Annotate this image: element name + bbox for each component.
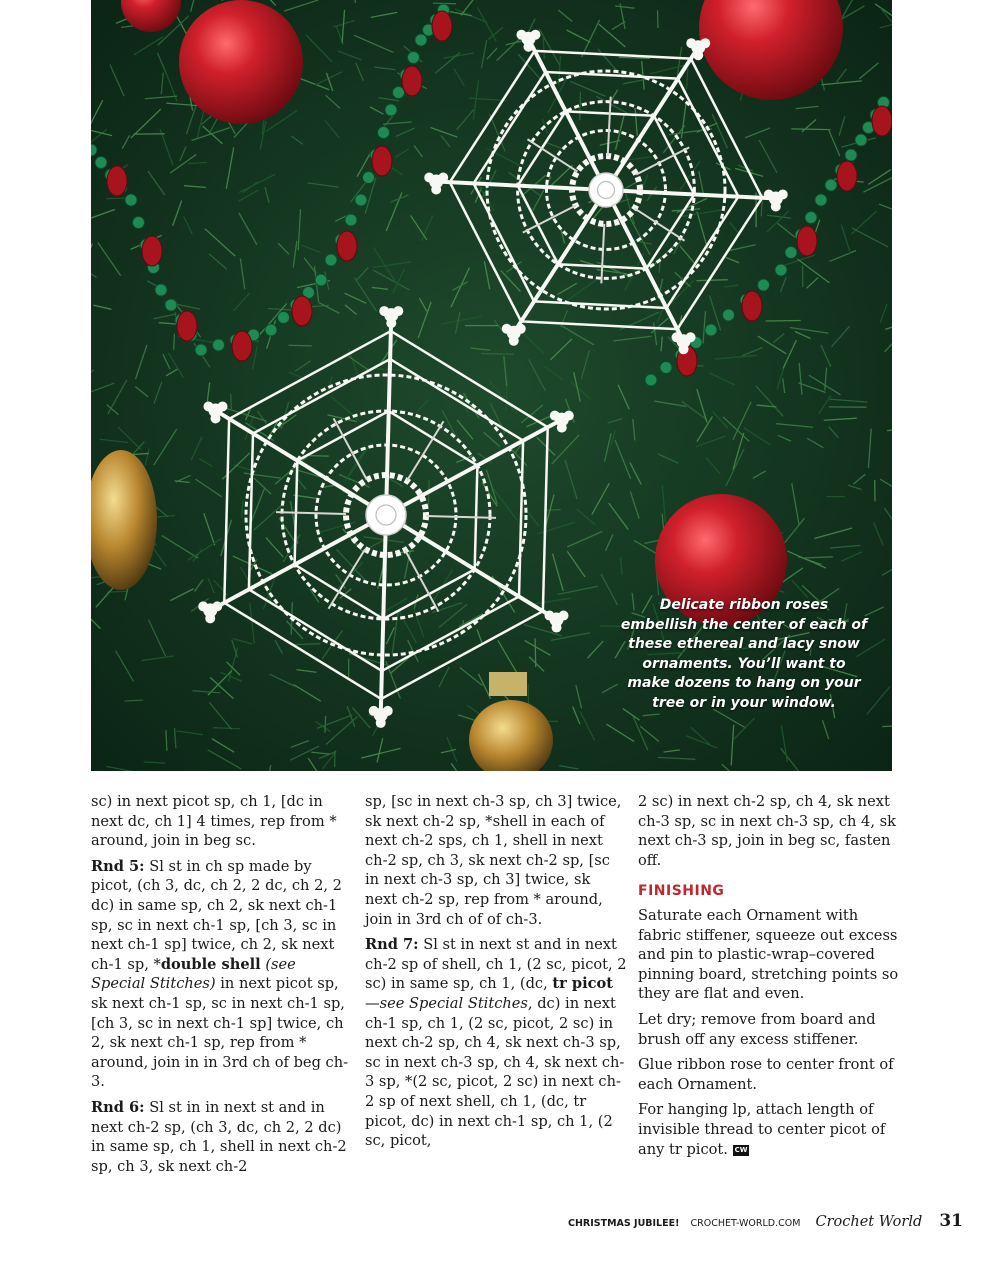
- paragraph: Saturate each Ornament with fabric stiffener, squeeze out excess and pin to plastic-wrap–covered pinning board, stretching points so they are flat and even.: [638, 906, 899, 1003]
- page-footer: [568, 1211, 963, 1231]
- ornament-cap: [489, 672, 527, 696]
- rnd-5-instructions: Rnd 5: Sl st in ch sp made by picot, (ch 3, dc, ch 2, 2 dc, ch 2, 2 dc) in same sp, ch 2, sk next ch-1 sp, sc in next ch-1 sp, [ch 3, sc in next ch-1 sp] twice, ch 2, sk next ch-1 sp, *double shell (see Special Stitches) in next picot sp, sk next ch-1 sp, sc in next ch-1 sp, [ch 3, sc in next ch-1 sp] twice, ch 2, sk next ch-1 sp, rep from * around, join in in 3rd ch of beg ch-3.: [91, 857, 349, 1091]
- paragraph: For hanging lp, attach length of invisible thread to center picot of any tr picot. CW: [638, 1101, 886, 1158]
- rnd-label: Rnd 6:: [91, 1098, 145, 1116]
- text-column-3: [638, 792, 900, 1165]
- magazine-title: Crochet World: [815, 1214, 923, 1230]
- section-name: CHRISTMAS JUBILEE!: [567, 1218, 680, 1229]
- paragraph: sc) in next picot sp, ch 1, [dc in next dc, ch 1] 4 times, rep from * around, join in beg sc.: [91, 793, 337, 850]
- paragraph: Glue ribbon rose to center front of each Ornament.: [638, 1056, 894, 1093]
- photo-caption: Delicate ribbon roses embellish the center of each of these ethereal and lacy snow ornaments. You’ll want to make dozens to hang on your tree or in your window.: [620, 597, 868, 711]
- rnd-label: Rnd 5:: [91, 857, 145, 875]
- paragraph: Let dry; remove from board and brush off any excess stiffener.: [638, 1010, 876, 1048]
- text-column-1: [91, 792, 353, 1182]
- text-column-2: [365, 792, 627, 1157]
- red-ornament-1: [179, 0, 303, 124]
- page-number: 31: [939, 1211, 963, 1231]
- rnd-label: Rnd 7:: [365, 936, 419, 954]
- section-heading: FINISHING: [638, 883, 725, 900]
- stitch-name: tr picot: [552, 975, 613, 993]
- paragraph: sp, [sc in next ch-3 sp, ch 3] twice, sk next ch-2 sp, *shell in each of next ch-2 sps, ch 1, shell in next ch-2 sp, ch 3, sk next ch-2 sp, [sc in next ch-3 sp, ch 3] twice, sk next ch-2 sp, rep from * around, join in 3rd ch of of ch-3.: [365, 793, 622, 928]
- paragraph: 2 sc) in next ch-2 sp, ch 4, sk next ch-3 sp, sc in next ch-3 sp, ch 4, sk next ch-3 sp, join in beg sc, fasten off.: [638, 793, 896, 869]
- end-mark-icon: CW: [734, 1145, 748, 1154]
- website-link[interactable]: CROCHET-WORLD.COM: [690, 1218, 801, 1229]
- rnd-7-instructions: Rnd 7: Sl st in next st and in next ch-2 sp of shell, ch 1, (2 sc, picot, 2 sc) in same sp, ch 1, (dc, tr picot—see Special Stitches, dc) in next ch-1 sp, ch 1, (2 sc, picot, 2 sc) in next ch-2 sp, ch 4, sk next ch-3 sp, sc in next ch-3 sp, ch 4, sk next ch-3 sp, *(2 sc, picot, 2 sc) in next ch-2 sp of next shell, ch 1, (dc, tr picot, dc) in next ch-1 sp, ch 1, (2 sc, picot,: [365, 936, 627, 1150]
- stitch-name: double shell: [160, 955, 261, 973]
- rnd-6-instructions: Rnd 6: Sl st in in next st and in next ch-2 sp, (ch 3, dc, ch 2, 2 dc) in same sp, ch 1, shell in next ch-2 sp, ch 3, sk next ch-2: [91, 1098, 347, 1175]
